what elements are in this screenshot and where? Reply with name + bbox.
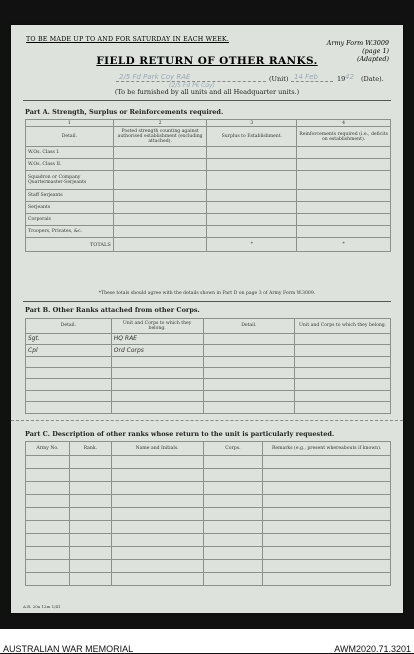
handwritten-unit: 2/5 Fd Park Coy RAE xyxy=(119,73,191,81)
row-surplus xyxy=(207,159,297,171)
table-row xyxy=(26,495,391,508)
table-row xyxy=(26,390,391,401)
archive-reference: AWM2020.71.3201 xyxy=(334,644,411,654)
row-reinf xyxy=(297,214,391,226)
table-row xyxy=(26,159,391,171)
row-surplus xyxy=(207,147,297,159)
table-row xyxy=(26,521,391,534)
table-row xyxy=(26,547,391,560)
row-posted xyxy=(113,147,207,159)
header-rule xyxy=(23,100,391,101)
row-detail: Sgt. xyxy=(26,333,112,344)
table-row xyxy=(26,368,391,379)
row-posted xyxy=(113,202,207,214)
row-posted xyxy=(113,171,207,190)
unit-label: (Unit) xyxy=(269,75,289,83)
table-row xyxy=(26,333,391,344)
part-c-header-row xyxy=(26,442,391,456)
army-form-label: Army Form W.3009 xyxy=(326,39,389,47)
part-a-heading: Part A. Strength, Surplus or Reinforcements required. xyxy=(25,108,224,116)
handwritten-unit-secondary: (2/5 Fd Pk Coy) xyxy=(169,82,215,89)
row-posted xyxy=(113,226,207,238)
date-label: (Date). xyxy=(361,75,384,83)
totals-posted xyxy=(113,238,207,252)
date-line xyxy=(291,81,333,82)
table-row xyxy=(26,345,391,356)
row-unit-corps: HQ RAE xyxy=(111,333,203,344)
table-row xyxy=(26,508,391,521)
row-reinf xyxy=(297,190,391,202)
col-header-corps: Corps. xyxy=(203,442,263,456)
col-header-detail: Detail. xyxy=(26,127,114,147)
row-posted xyxy=(113,190,207,202)
col-number: 1 xyxy=(26,120,114,127)
adapted-label: (Adapted) xyxy=(356,55,389,63)
col-header-remarks: Remarks (e.g., present whereabouts if known). xyxy=(263,442,391,456)
table-row xyxy=(26,534,391,547)
page-label: (page 1) xyxy=(362,47,389,55)
table-row xyxy=(26,379,391,390)
furnished-note: (To be furnished by all units and all Headquarter units.) xyxy=(114,88,300,96)
col-header-rank: Rank. xyxy=(69,442,111,456)
table-row xyxy=(26,456,391,469)
row-unit-corps: Ord Corps xyxy=(111,345,203,356)
row-detail: Squadron or Company Quartermaster-Serjeants xyxy=(26,171,114,190)
part-a-column-numbers xyxy=(26,120,391,127)
col-header-unit-corps: Unit and Corps to which they belong. xyxy=(111,319,203,334)
row-surplus xyxy=(207,214,297,226)
archive-footer xyxy=(0,629,414,653)
table-row xyxy=(26,190,391,202)
row-detail: Troopers, Privates, &c. xyxy=(26,226,114,238)
col-header-posted: Posted strength counting against authorised establishment (excluding attached). xyxy=(113,127,207,147)
table-row xyxy=(26,560,391,573)
handwritten-year: 42 xyxy=(345,73,354,81)
table-row xyxy=(26,469,391,482)
table-row xyxy=(26,226,391,238)
totals-reinf: * xyxy=(297,238,391,252)
totals-row xyxy=(26,238,391,252)
fold-line xyxy=(11,420,403,421)
row-detail: Staff Serjeants xyxy=(26,190,114,202)
col-number: 3 xyxy=(207,120,297,127)
row-surplus xyxy=(207,171,297,190)
col-header-reinforcements: Reinforcements required (i.e., deficits on establishment). xyxy=(297,127,391,147)
part-a-table xyxy=(25,119,391,252)
row-surplus xyxy=(207,202,297,214)
archive-name: AUSTRALIAN WAR MEMORIAL xyxy=(3,644,134,654)
row-posted xyxy=(113,214,207,226)
row-surplus xyxy=(207,190,297,202)
col-number: 2 xyxy=(113,120,207,127)
row-reinf xyxy=(297,202,391,214)
year-prefix: 19 xyxy=(337,75,346,83)
col-header-surplus: Surplus to Establishment. xyxy=(207,127,297,147)
part-b-table xyxy=(25,318,391,414)
part-c-table xyxy=(25,441,391,586)
row-detail: Corporals xyxy=(26,214,114,226)
row-reinf xyxy=(297,226,391,238)
table-row xyxy=(26,402,391,414)
totals-label: TOTALS xyxy=(26,238,114,252)
table-row xyxy=(26,214,391,226)
print-code: A.R. 20a 12m 1/41 xyxy=(23,604,61,609)
table-row xyxy=(26,573,391,586)
row-posted xyxy=(113,159,207,171)
form-title-text: FIELD RETURN OF OTHER RANKS. xyxy=(96,55,318,67)
col-header-army-no: Army No. xyxy=(26,442,70,456)
row-reinf xyxy=(297,147,391,159)
row-detail: W.Os. Class I. xyxy=(26,147,114,159)
handwritten-date: 14 Feb xyxy=(294,73,318,81)
part-a-footnote: *These totals should agree with the details shown in Part D on page 3 of Army Form W.3009. xyxy=(98,291,316,296)
table-row xyxy=(26,171,391,190)
row-reinf xyxy=(297,159,391,171)
table-row xyxy=(26,147,391,159)
part-c-heading: Part C. Description of other ranks whose return to the unit is particularly requested. xyxy=(25,430,335,438)
col-header-detail: Detail. xyxy=(203,319,295,334)
col-header-unit-corps: Unit and Corps to which they belong. xyxy=(295,319,391,334)
part-b-heading: Part B. Other Ranks attached from other Corps. xyxy=(25,306,200,314)
row-reinf xyxy=(297,171,391,190)
row-surplus xyxy=(207,226,297,238)
col-header-detail: Detail. xyxy=(26,319,112,334)
made-up-notice: TO BE MADE UP TO AND FOR SATURDAY IN EACH WEEK. xyxy=(26,36,230,43)
col-header-name: Name and Initials. xyxy=(111,442,203,456)
form-sheet xyxy=(11,25,403,613)
table-row xyxy=(26,202,391,214)
part-a-header-row xyxy=(26,127,391,147)
totals-surplus: * xyxy=(207,238,297,252)
table-row xyxy=(26,482,391,495)
row-detail: Serjeants xyxy=(26,202,114,214)
part-b-rule xyxy=(23,301,391,302)
col-number: 4 xyxy=(297,120,391,127)
table-row xyxy=(26,356,391,367)
form-title xyxy=(11,55,403,67)
row-detail: Cpl xyxy=(26,345,112,356)
row-detail: W.Os. Class II. xyxy=(26,159,114,171)
part-b-header-row xyxy=(26,319,391,334)
